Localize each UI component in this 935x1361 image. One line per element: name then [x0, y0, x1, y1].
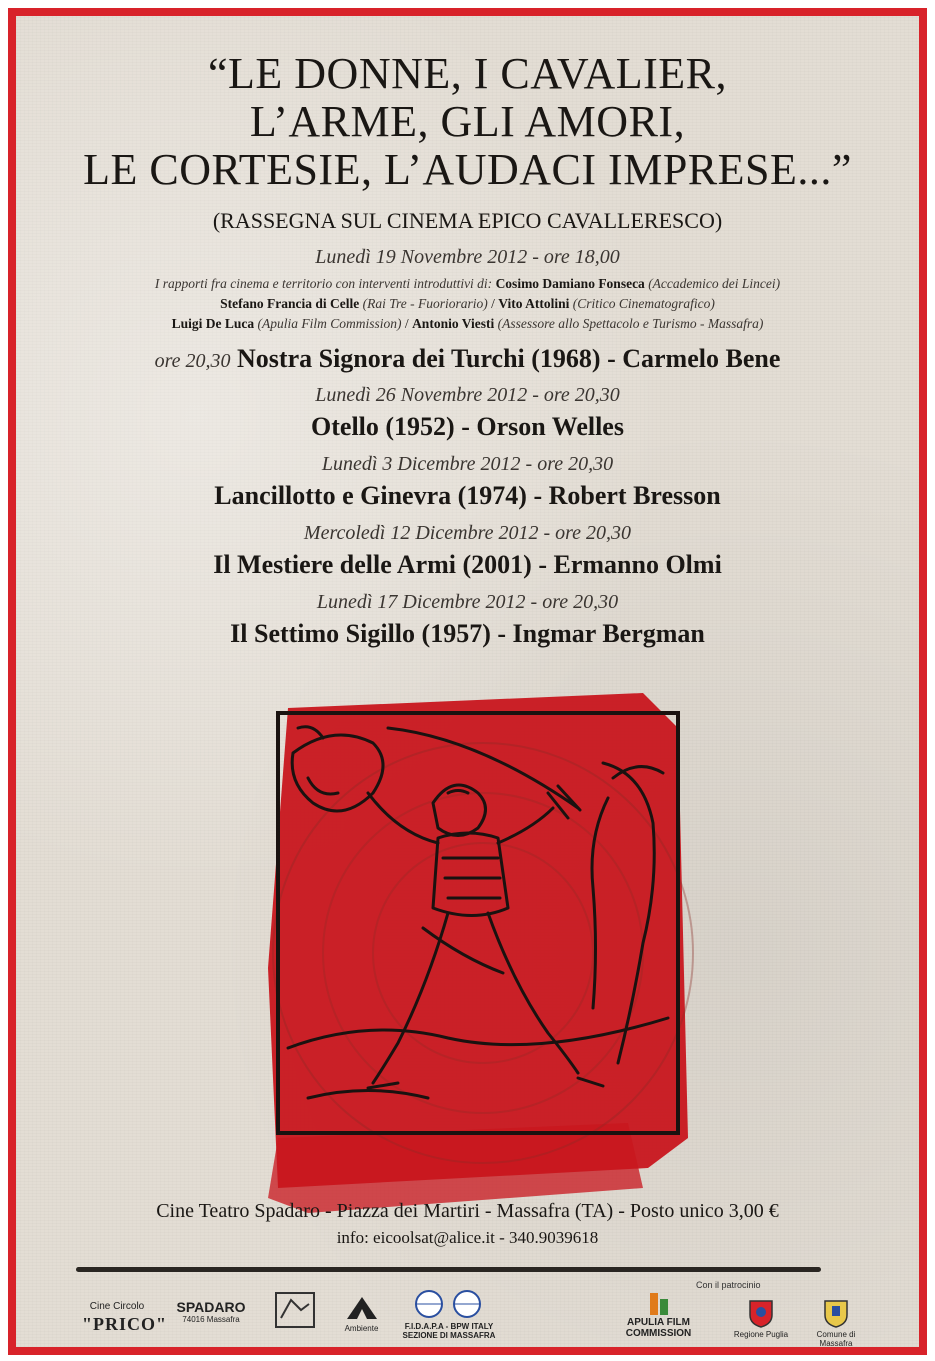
speaker-separator: /: [404, 316, 409, 331]
first-date: Lunedì 19 Novembre 2012 - ore 18,00: [315, 246, 620, 268]
screening-2-date: Lunedì 26 Novembre 2012 - ore 20,30: [315, 384, 620, 406]
contact-info: info: eicoolsat@alice.it - 340.9039618: [336, 1228, 599, 1247]
screening-4-film: Il Mestiere delle Armi (2001) - Ermanno Olmi: [213, 550, 722, 579]
fidapa-title: F.I.D.A.P.A - BPW ITALY: [404, 1322, 494, 1331]
screening-1-film: Nostra Signora dei Turchi (1968) - Carmelo Bene: [237, 344, 781, 373]
title-line-1: “LE DONNE, I CAVALIER,: [208, 49, 727, 98]
intro-line-1: [16, 275, 919, 293]
title-line-3: LE CORTESIE, L’AUDACI IMPRESE...”: [83, 145, 852, 194]
poster: [8, 8, 927, 1355]
subtitle: (RASSEGNA SUL CINEMA EPICO CAVALLERESCO): [212, 208, 723, 233]
fidapa-logo: [394, 1288, 504, 1340]
speaker-3-role: (Critico Cinematografico): [572, 296, 715, 311]
speaker-1-role: (Accademico dei Lincei): [648, 276, 781, 291]
screening-1-time: ore 20,30: [154, 350, 231, 372]
circolo-label: Cine Circolo: [89, 1301, 145, 1312]
speaker-5: Antonio Viesti: [412, 316, 495, 331]
emblem-icon: [271, 1288, 321, 1333]
regione-name: Regione Puglia: [733, 1330, 789, 1339]
knight-woodcut-illustration: [248, 668, 718, 1228]
speaker-separator: /: [491, 296, 495, 311]
comune-crest-icon: [822, 1298, 850, 1328]
ambiente-label: Ambiente: [344, 1324, 379, 1333]
venue-line: Cine Teatro Spadaro - Piazza dei Martiri - Massafra (TA) - Posto unico 3,00 €: [156, 1200, 779, 1222]
speaker-4-role: (Apulia Film Commission): [257, 316, 402, 331]
apulia-film-commission-logo: [601, 1291, 716, 1339]
screening-1: [16, 344, 919, 374]
speaker-3: Vito Attolini: [498, 296, 570, 311]
screening-5-film: Il Settimo Sigillo (1957) - Ingmar Bergman: [230, 619, 705, 648]
ambiente-mark-icon: [342, 1294, 382, 1322]
speaker-4: Luigi De Luca: [171, 316, 255, 331]
fidapa-globes-icon: [409, 1288, 489, 1320]
comune-name: Comune di Massafra: [816, 1330, 856, 1348]
screening-3-date: Lunedì 3 Dicembre 2012 - ore 20,30: [321, 453, 614, 475]
intro-line-2: [16, 295, 919, 313]
apulia-mark-icon: [648, 1291, 670, 1317]
spadaro-location: 74016 Massafra: [182, 1315, 240, 1324]
screening-5-date: Lunedì 17 Dicembre 2012 - ore 20,30: [316, 591, 619, 613]
speaker-5-role: (Assessore allo Spettacolo e Turismo - Massafra): [497, 316, 764, 331]
screening-4-date: Mercoledì 12 Dicembre 2012 - ore 20,30: [303, 522, 632, 544]
patronage-label: Con il patrocinio: [696, 1280, 761, 1290]
screening-2-film: Otello (1952) - Orson Welles: [311, 412, 624, 441]
regione-puglia-logo: [726, 1298, 796, 1339]
title-line-2: L’ARME, GLI AMORI,: [249, 97, 686, 146]
footer-divider: [76, 1267, 821, 1272]
intro-prefix: I rapporti fra cinema e territorio con interventi introduttivi di:: [154, 276, 493, 291]
circolo-name: "PRICO": [82, 1314, 167, 1334]
screening-3-film: Lancillotto e Ginevra (1974) - Robert Bresson: [214, 481, 721, 510]
fidapa-section: SEZIONE DI MASSAFRA: [402, 1331, 496, 1340]
regione-crest-icon: [747, 1298, 775, 1328]
comune-massafra-logo: [801, 1298, 871, 1348]
cine-circolo-logo: [82, 1296, 167, 1335]
speaker-1: Cosimo Damiano Fonseca: [495, 276, 645, 291]
intro-line-3: [16, 315, 919, 333]
speaker-2: Stefano Francia di Celle: [220, 296, 360, 311]
speaker-2-role: (Rai Tre - Fuoriorario): [362, 296, 488, 311]
spadaro-name: SPADARO: [176, 1299, 246, 1315]
ambiente-logo: [334, 1294, 389, 1333]
apulia-name: APULIA FILM COMMISSION: [625, 1317, 692, 1339]
spadaro-logo: [166, 1299, 256, 1324]
